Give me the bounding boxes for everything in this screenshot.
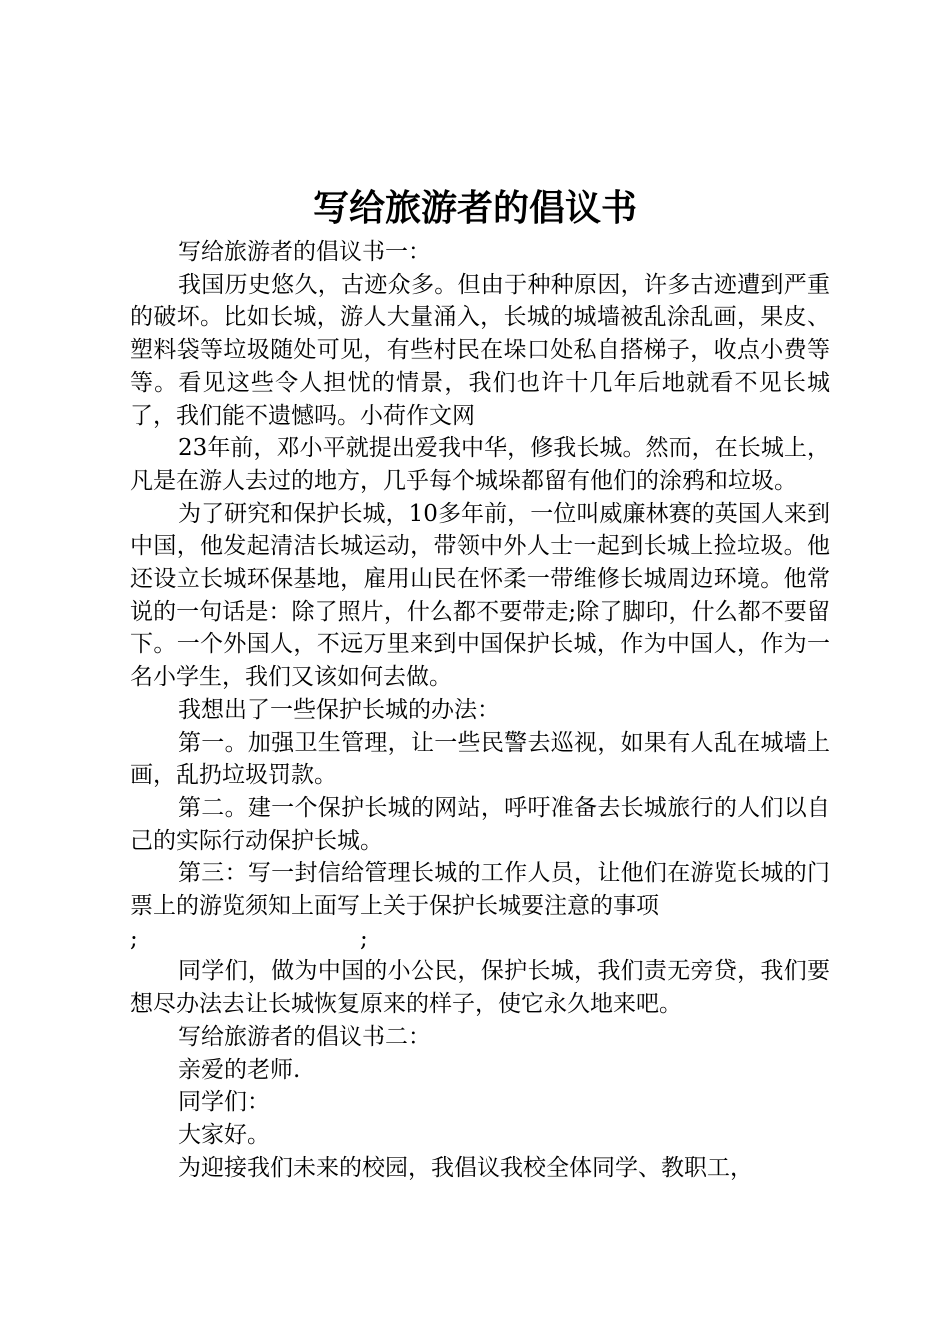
document-body	[130, 236, 830, 1184]
paragraph-greeting-teachers: 亲爱的老师.	[178, 1056, 301, 1083]
paragraph-classmates-call: 同学们，做为中国的小公民，保护长城，我们责无旁贷，我们要想尽办法去让长城恢复原来的样子，使它永久地来吧。	[130, 958, 830, 1018]
paragraph-hello: 大家好。	[178, 1121, 270, 1148]
paragraph-section-one-heading: 写给旅游者的倡议书一：	[178, 239, 431, 265]
paragraph-method-three: 第三：写一封信给管理长城的工作人员，让他们在游览长城的门票上的游览须知上面写上关于保护长城要注意的事项	[130, 860, 830, 920]
paragraph-lindsay: 为了研究和保护长城，10多年前，一位叫威廉林赛的英国人来到中国，他发起清洁长城运动，带领中外人士一起到长城上捡垃圾。他还设立长城环保基地，雇用山民在怀柔一带维修长城周边环境。他常说的一句话是：除了照片，什么都不要带走;除了脚印，什么都不要留下。一个外国人，不远万里来到中国保护长城，作为中国人，作为一名小学生，我们又该如何去做。	[130, 500, 830, 691]
paragraph-method-one: 第一。加强卫生管理，让一些民警去巡视，如果有人乱在城墙上画，乱扔垃圾罚款。	[130, 729, 830, 789]
semicolon-first: ;	[130, 925, 138, 952]
paragraph-methods-intro: 我想出了一些保护长城的办法：	[178, 696, 500, 723]
semicolon-line	[130, 923, 830, 956]
semicolon-second: ;	[360, 925, 368, 952]
paragraph-section-two-heading: 写给旅游者的倡议书二：	[178, 1023, 431, 1050]
paragraph-method-two: 第二。建一个保护长城的网站，呼吁准备去长城旅行的人们以自己的实际行动保护长城。	[130, 794, 830, 854]
paragraph-proposal-start: 为迎接我们未来的校园，我倡议我校全体同学、教职工，	[178, 1154, 753, 1181]
paragraph-deng: 23年前，邓小平就提出爱我中华，修我长城。然而，在长城上，凡是在游人去过的地方，几乎每个城垛都留有他们的涂鸦和垃圾。	[130, 435, 830, 494]
document-title: 写给旅游者的倡议书	[312, 187, 637, 229]
paragraph-greeting-classmates: 同学们：	[178, 1089, 270, 1116]
paragraph-history: 我国历史悠久，古迹众多。但由于种种原因，许多古迹遭到严重的破坏。比如长城，游人大量涌入，长城的城墙被乱涂乱画，果皮、塑料袋等垃圾随处可见，有些村民在垛口处私自搭梯子，收点小费等等。看见这些令人担忧的情景，我们也许十几年后地就看不见长城了，我们能不遗憾吗。小荷作文网	[130, 271, 830, 429]
